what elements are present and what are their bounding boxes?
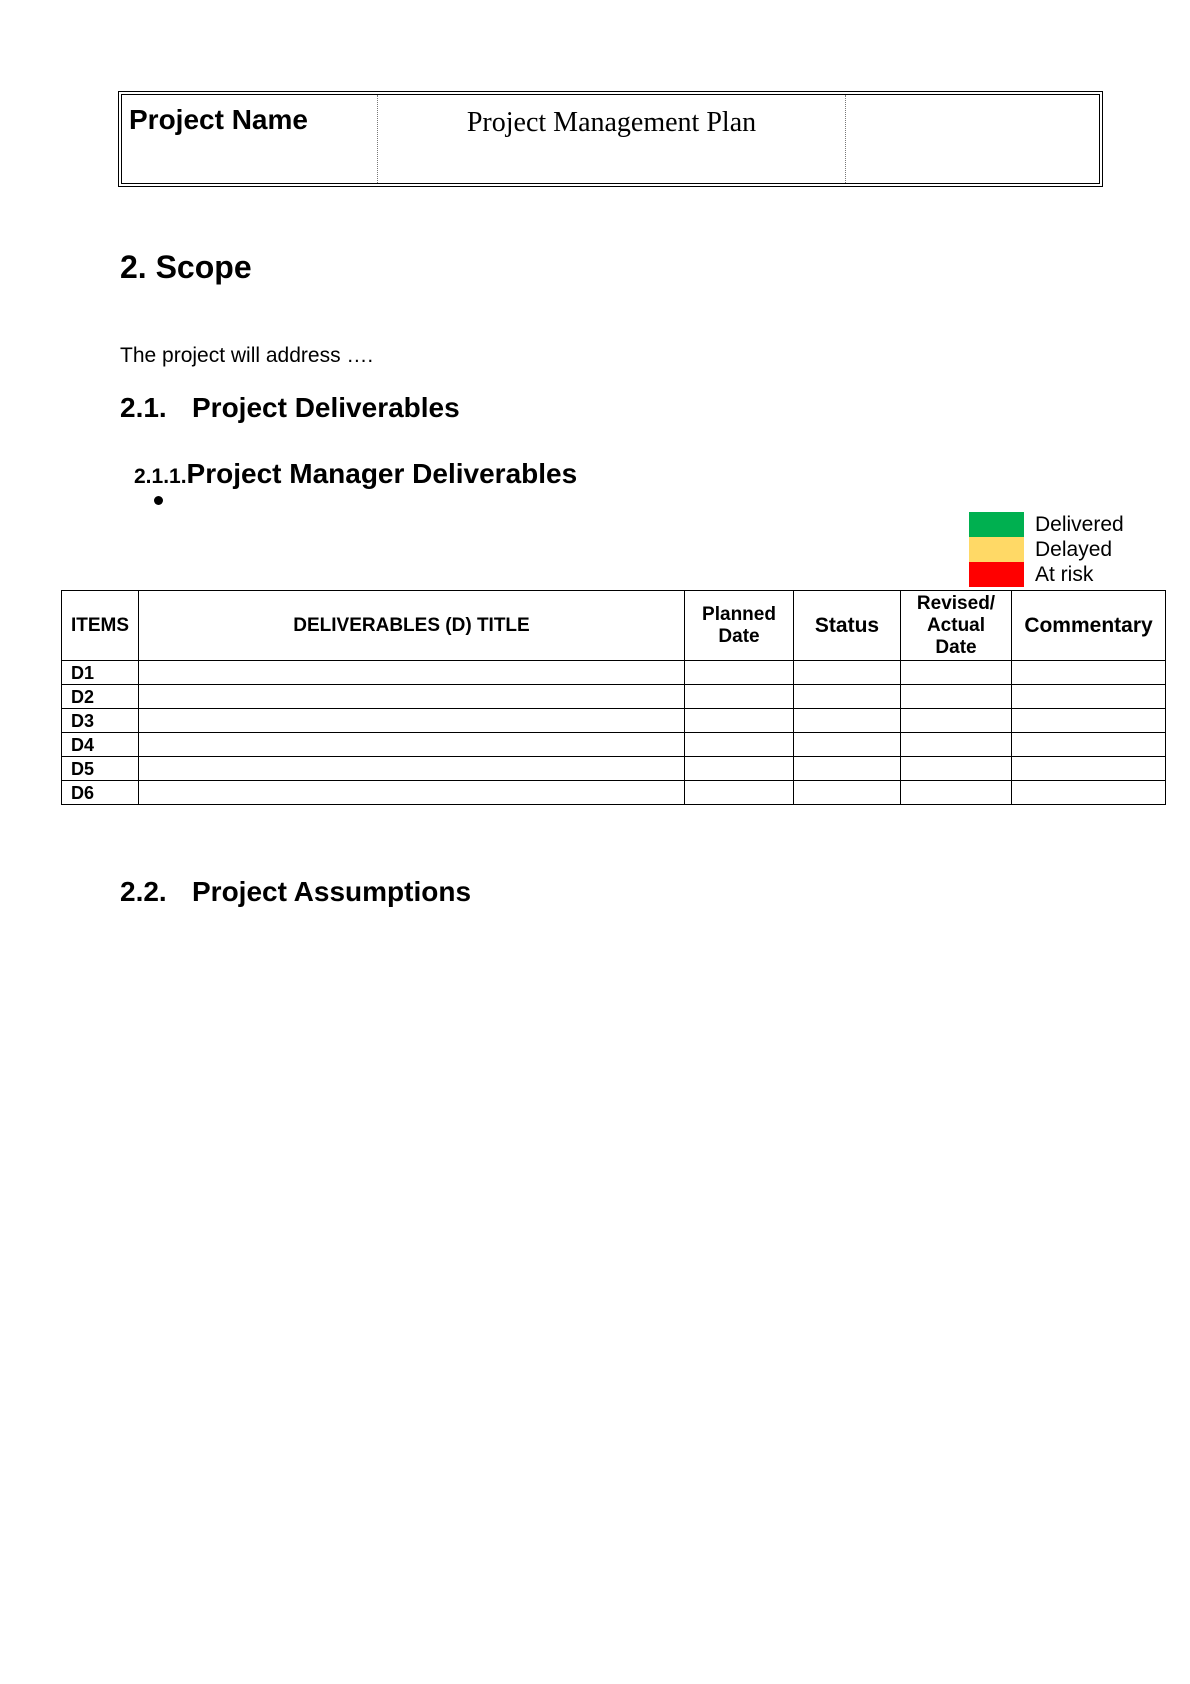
col-header-planned-line1: Planned (702, 603, 776, 625)
cell-status (794, 709, 901, 733)
legend-item-at-risk (969, 562, 1124, 587)
cell-revised (901, 757, 1012, 781)
cell-commentary (1012, 661, 1166, 685)
col-header-revised-date (901, 591, 1012, 661)
project-name-label: Project Name (129, 104, 308, 135)
cell-title (139, 733, 685, 757)
cell-planned (685, 709, 794, 733)
pm-deliverables-heading-number: 2.1.1. (134, 465, 187, 488)
col-header-status: Status (794, 591, 901, 661)
table-row (62, 709, 1166, 733)
cell-revised (901, 709, 1012, 733)
table-row (62, 733, 1166, 757)
col-header-commentary: Commentary (1012, 591, 1166, 661)
deliverables-heading-number: 2.1. (120, 392, 167, 423)
cell-planned (685, 757, 794, 781)
cell-title (139, 757, 685, 781)
header-table-inner (121, 94, 1100, 184)
deliverables-heading (120, 392, 460, 424)
cell-item: D5 (62, 757, 139, 781)
legend-swatch-delayed (969, 537, 1024, 562)
cell-title (139, 661, 685, 685)
assumptions-heading-text: Project Assumptions (192, 876, 472, 907)
document-title-cell (378, 95, 846, 183)
cell-status (794, 685, 901, 709)
cell-item: D2 (62, 685, 139, 709)
header-right-cell (846, 95, 1099, 183)
cell-planned (685, 685, 794, 709)
cell-revised (901, 661, 1012, 685)
cell-planned (685, 661, 794, 685)
col-header-revised-line1: Revised/ (916, 592, 996, 614)
pm-deliverables-heading (134, 458, 577, 490)
table-row (62, 757, 1166, 781)
col-header-planned-date (685, 591, 794, 661)
deliverables-table-header-row (62, 591, 1166, 661)
cell-title (139, 709, 685, 733)
table-row (62, 781, 1166, 805)
assumptions-heading (120, 876, 471, 908)
cell-title (139, 685, 685, 709)
status-legend (969, 512, 1124, 587)
legend-item-delayed (969, 537, 1124, 562)
cell-status (794, 781, 901, 805)
cell-commentary (1012, 757, 1166, 781)
cell-item: D4 (62, 733, 139, 757)
col-header-revised-line2: Actual (926, 614, 986, 636)
cell-item: D6 (62, 781, 139, 805)
cell-title (139, 781, 685, 805)
cell-status (794, 757, 901, 781)
scope-heading: 2. Scope (120, 249, 252, 285)
cell-planned (685, 781, 794, 805)
col-header-title: DELIVERABLES (D) TITLE (139, 591, 685, 661)
col-header-planned-line2: Date (718, 625, 760, 647)
legend-label-delayed: Delayed (1035, 537, 1113, 561)
pm-deliverables-heading-text: Project Manager Deliverables (186, 458, 578, 489)
legend-item-delivered (969, 512, 1124, 537)
legend-label-at-risk: At risk (1035, 562, 1094, 586)
col-header-revised-line3: Date (935, 636, 977, 658)
bullet-point (154, 496, 163, 505)
table-row (62, 661, 1166, 685)
cell-revised (901, 781, 1012, 805)
header-table (118, 91, 1103, 187)
cell-revised (901, 733, 1012, 757)
table-row (62, 685, 1166, 709)
deliverables-heading-text: Project Deliverables (192, 392, 460, 423)
project-name-cell (122, 95, 378, 183)
document-title: Project Management Plan (466, 107, 757, 138)
cell-commentary (1012, 733, 1166, 757)
scope-intro: The project will address …. (120, 344, 374, 367)
cell-commentary (1012, 781, 1166, 805)
deliverables-table (61, 590, 1166, 805)
cell-commentary (1012, 709, 1166, 733)
legend-label-delivered: Delivered (1035, 512, 1124, 536)
cell-item: D1 (62, 661, 139, 685)
legend-swatch-at-risk (969, 562, 1024, 587)
cell-planned (685, 733, 794, 757)
cell-status (794, 733, 901, 757)
col-header-items: ITEMS (62, 591, 139, 661)
legend-swatch-delivered (969, 512, 1024, 537)
assumptions-heading-number: 2.2. (120, 876, 167, 907)
cell-item: D3 (62, 709, 139, 733)
cell-commentary (1012, 685, 1166, 709)
cell-revised (901, 685, 1012, 709)
cell-status (794, 661, 901, 685)
